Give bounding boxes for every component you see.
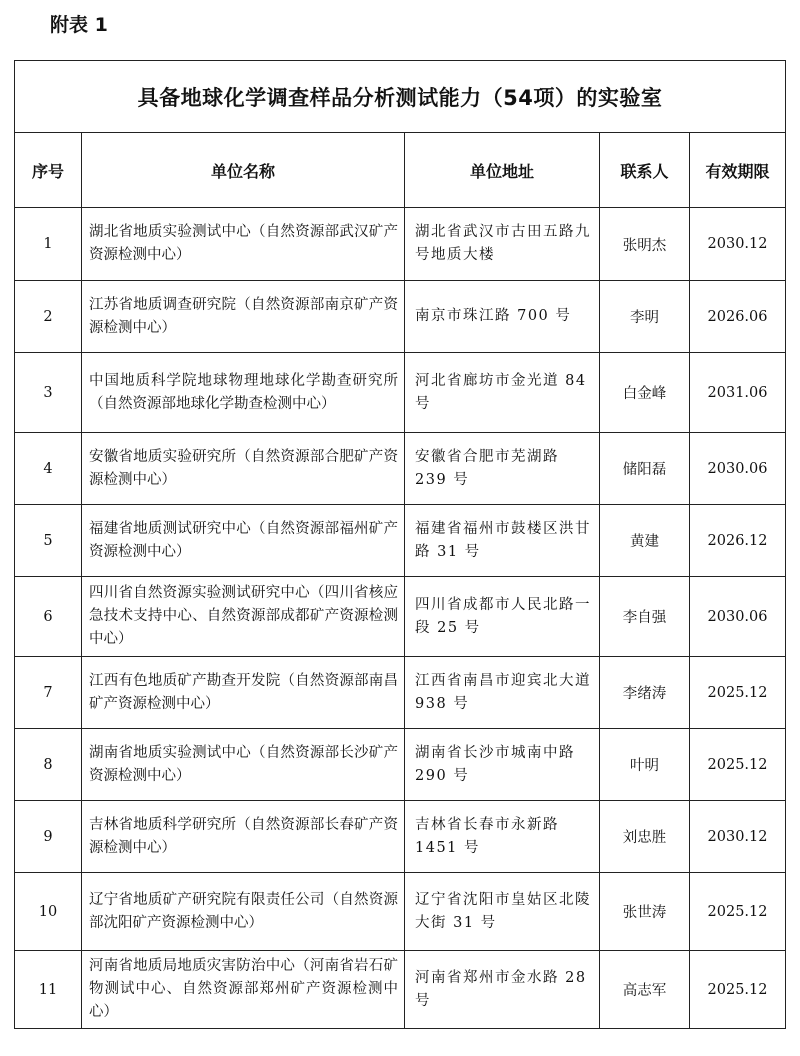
- contact-person: 李自强: [600, 577, 690, 657]
- table-row: [15, 577, 786, 657]
- unit-address: 安徽省合肥市芜湖路 239 号: [405, 433, 600, 505]
- contact-person: 储阳磊: [600, 433, 690, 505]
- appendix-label: 附表 1: [50, 14, 108, 36]
- table-row: [15, 505, 786, 577]
- valid-until: 2030.06: [690, 577, 786, 657]
- table-title: 具备地球化学调查样品分析测试能力（54项）的实验室: [15, 61, 786, 133]
- unit-address: 四川省成都市人民北路一段 25 号: [405, 577, 600, 657]
- row-index: 5: [15, 505, 82, 577]
- row-index: 6: [15, 577, 82, 657]
- table-row: [15, 433, 786, 505]
- row-index: 1: [15, 208, 82, 281]
- table-row: [15, 657, 786, 729]
- contact-person: 李绪涛: [600, 657, 690, 729]
- unit-name: 湖南省地质实验测试中心（自然资源部长沙矿产资源检测中心）: [82, 729, 405, 801]
- row-index: 4: [15, 433, 82, 505]
- valid-until: 2025.12: [690, 657, 786, 729]
- col-header-contact: 联系人: [600, 133, 690, 208]
- unit-name: 湖北省地质实验测试中心（自然资源部武汉矿产资源检测中心）: [82, 208, 405, 281]
- contact-person: 黄建: [600, 505, 690, 577]
- unit-name: 辽宁省地质矿产研究院有限责任公司（自然资源部沈阳矿产资源检测中心）: [82, 873, 405, 951]
- valid-until: 2026.06: [690, 281, 786, 353]
- table-row: [15, 353, 786, 433]
- unit-name: 江苏省地质调查研究院（自然资源部南京矿产资源检测中心）: [82, 281, 405, 353]
- valid-until: 2030.12: [690, 801, 786, 873]
- row-index: 9: [15, 801, 82, 873]
- valid-until: 2030.12: [690, 208, 786, 281]
- laboratory-table: [14, 60, 786, 1029]
- table-row: [15, 208, 786, 281]
- contact-person: 张世涛: [600, 873, 690, 951]
- row-index: 2: [15, 281, 82, 353]
- table-row: [15, 281, 786, 353]
- col-header-index: 序号: [15, 133, 82, 208]
- unit-name: 吉林省地质科学研究所（自然资源部长春矿产资源检测中心）: [82, 801, 405, 873]
- row-index: 8: [15, 729, 82, 801]
- unit-address: 吉林省长春市永新路 1451 号: [405, 801, 600, 873]
- valid-until: 2031.06: [690, 353, 786, 433]
- table-row: [15, 729, 786, 801]
- table-header-row: [15, 133, 786, 208]
- contact-person: 李明: [600, 281, 690, 353]
- col-header-name: 单位名称: [82, 133, 405, 208]
- table-row: [15, 801, 786, 873]
- valid-until: 2025.12: [690, 729, 786, 801]
- contact-person: 高志军: [600, 951, 690, 1029]
- table-row: [15, 951, 786, 1029]
- valid-until: 2030.06: [690, 433, 786, 505]
- unit-address: 福建省福州市鼓楼区洪甘路 31 号: [405, 505, 600, 577]
- valid-until: 2026.12: [690, 505, 786, 577]
- unit-address: 湖南省长沙市城南中路 290 号: [405, 729, 600, 801]
- contact-person: 白金峰: [600, 353, 690, 433]
- unit-name: 福建省地质测试研究中心（自然资源部福州矿产资源检测中心）: [82, 505, 405, 577]
- unit-name: 江西有色地质矿产勘查开发院（自然资源部南昌矿产资源检测中心）: [82, 657, 405, 729]
- row-index: 11: [15, 951, 82, 1029]
- valid-until: 2025.12: [690, 873, 786, 951]
- contact-person: 刘忠胜: [600, 801, 690, 873]
- unit-address: 河南省郑州市金水路 28 号: [405, 951, 600, 1029]
- valid-until: 2025.12: [690, 951, 786, 1029]
- unit-address: 南京市珠江路 700 号: [405, 281, 600, 353]
- col-header-address: 单位地址: [405, 133, 600, 208]
- contact-person: 叶明: [600, 729, 690, 801]
- row-index: 7: [15, 657, 82, 729]
- unit-name: 安徽省地质实验研究所（自然资源部合肥矿产资源检测中心）: [82, 433, 405, 505]
- contact-person: 张明杰: [600, 208, 690, 281]
- row-index: 3: [15, 353, 82, 433]
- col-header-validity: 有效期限: [690, 133, 786, 208]
- unit-name: 中国地质科学院地球物理地球化学勘查研究所（自然资源部地球化学勘查检测中心）: [82, 353, 405, 433]
- unit-name: 四川省自然资源实验测试研究中心（四川省核应急技术支持中心、自然资源部成都矿产资源检测中心）: [82, 577, 405, 657]
- unit-address: 辽宁省沈阳市皇姑区北陵大街 31 号: [405, 873, 600, 951]
- unit-address: 河北省廊坊市金光道 84 号: [405, 353, 600, 433]
- unit-address: 江西省南昌市迎宾北大道 938 号: [405, 657, 600, 729]
- unit-address: 湖北省武汉市古田五路九号地质大楼: [405, 208, 600, 281]
- row-index: 10: [15, 873, 82, 951]
- table-row: [15, 873, 786, 951]
- unit-name: 河南省地质局地质灾害防治中心（河南省岩石矿物测试中心、自然资源部郑州矿产资源检测中心）: [82, 951, 405, 1029]
